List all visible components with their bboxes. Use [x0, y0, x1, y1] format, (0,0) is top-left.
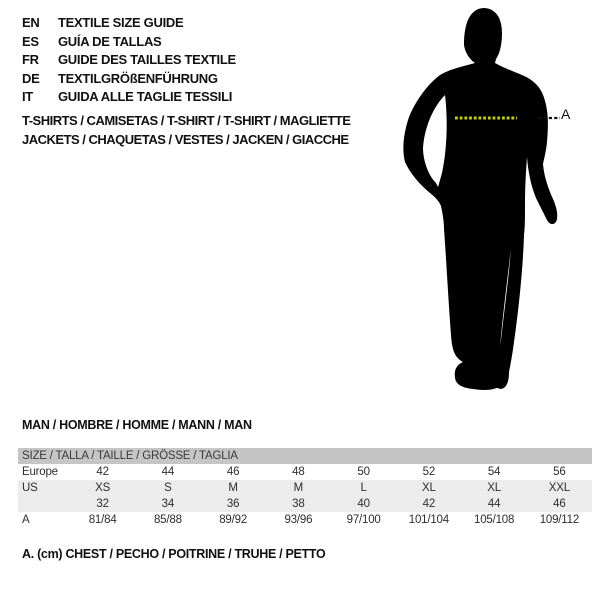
table-row-numeric — [18, 496, 592, 512]
language-title: GUÍA DE TALLAS — [58, 33, 162, 49]
table-cell: 56 — [553, 466, 566, 478]
table-cell: S — [164, 482, 172, 494]
category-line-tshirts: T-SHIRTS / CAMISETAS / T-SHIRT / T-SHIRT / MAGLIETTE — [22, 113, 351, 128]
table-cell: XXL — [548, 482, 570, 494]
language-code: IT — [22, 89, 33, 105]
language-list — [22, 14, 236, 107]
language-row — [22, 33, 236, 52]
measure-label-a: A — [561, 106, 571, 122]
table-cell: 32 — [96, 498, 109, 510]
row-label: A — [22, 514, 30, 526]
table-cell: 42 — [96, 466, 109, 478]
table-cell: 109/112 — [539, 514, 580, 526]
table-row-europe — [18, 464, 592, 480]
table-cell: 34 — [161, 498, 175, 510]
table-row-us — [18, 480, 592, 496]
language-row — [22, 70, 236, 89]
table-cell: XL — [487, 482, 501, 494]
table-cell: 101/104 — [408, 514, 449, 526]
section-title: MAN / HOMBRE / HOMME / MANN / MAN — [22, 418, 252, 432]
language-code: ES — [22, 33, 39, 49]
category-list — [22, 111, 350, 149]
table-row-chest — [18, 512, 592, 528]
table-cell: XL — [422, 482, 436, 494]
table-cell: 54 — [487, 466, 501, 478]
table-cell: 52 — [422, 466, 436, 478]
language-row — [22, 88, 236, 107]
language-title: TEXTILE SIZE GUIDE — [58, 15, 184, 30]
language-code: EN — [22, 15, 40, 30]
language-title: GUIDA ALLE TAGLIE TESSILI — [58, 89, 233, 105]
man-silhouette — [398, 5, 573, 400]
language-code: FR — [22, 52, 39, 68]
row-label: US — [22, 482, 38, 494]
table-cell: 105/108 — [474, 514, 515, 526]
table-cell: 97/100 — [346, 514, 381, 526]
table-cell: 48 — [292, 466, 305, 478]
language-row — [22, 51, 236, 70]
table-cell: M — [228, 482, 238, 494]
table-cell: 81/84 — [88, 514, 117, 526]
table-cell: XS — [95, 482, 111, 494]
table-cell: 38 — [292, 498, 305, 510]
measurement-footnote: A. (cm) CHEST / PECHO / POITRINE / TRUHE / PETTO — [22, 547, 326, 561]
table-cell: 93/96 — [284, 514, 313, 526]
table-cell: 40 — [357, 498, 370, 510]
language-title: GUIDE DES TAILLES TEXTILE — [58, 52, 236, 68]
table-cell: 85/88 — [153, 514, 182, 526]
table-cell: 36 — [226, 498, 240, 510]
row-label: Europe — [22, 466, 58, 478]
language-title: TEXTILGRÖßENFÜHRUNG — [58, 70, 218, 86]
table-cell: 44 — [161, 466, 175, 478]
table-cell: 44 — [487, 498, 501, 510]
table-cell: 50 — [357, 466, 370, 478]
table-cell: 46 — [553, 498, 566, 510]
table-cell: M — [293, 482, 304, 494]
language-row — [22, 14, 236, 33]
language-code: DE — [22, 70, 40, 86]
table-cell: L — [360, 482, 367, 494]
table-cell: 42 — [422, 498, 436, 510]
table-header: SIZE / TALLA / TAILLE / GRÖSSE / TAGLIA — [18, 448, 592, 464]
table-cell: 89/92 — [219, 514, 248, 526]
man-body-shape — [403, 8, 557, 390]
table-cell: 46 — [226, 466, 240, 478]
size-table — [18, 448, 592, 528]
category-line-jackets: JACKETS / CHAQUETAS / VESTES / JACKEN / GIACCHE — [22, 132, 349, 147]
man-silhouette-figure — [398, 5, 573, 400]
